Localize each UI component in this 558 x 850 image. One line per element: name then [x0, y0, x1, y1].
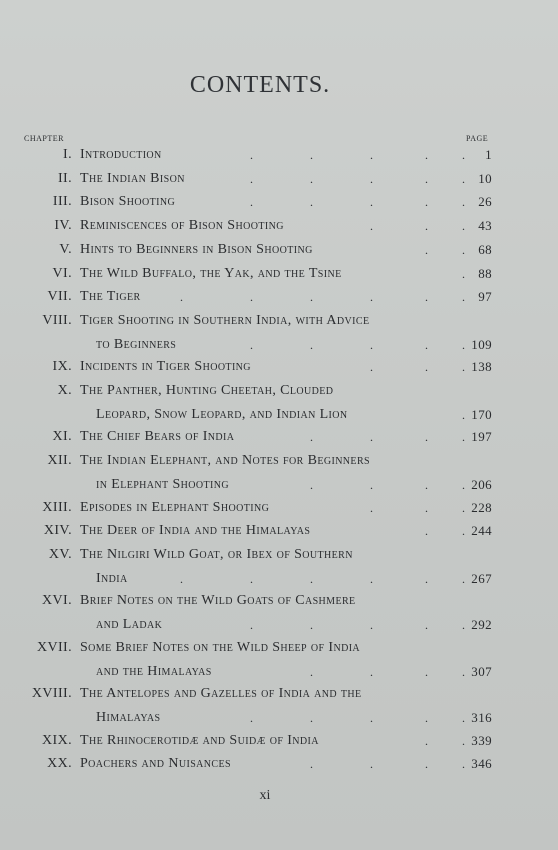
leader-dot: . [310, 148, 314, 162]
toc-entry [0, 285, 520, 309]
chapter-title: India [96, 570, 128, 586]
leader-dot: . [462, 337, 466, 352]
leader-dot: . [370, 430, 374, 445]
chapter-title: Hints to Beginners in Bison Shooting [80, 241, 313, 257]
chapter-title: Brief Notes on the Wild Goats of Cashmere [80, 593, 356, 609]
toc-entry [0, 379, 520, 427]
chapter-title: Some Brief Notes on the Wild Sheep of India [80, 639, 361, 655]
toc-entry-line [0, 496, 520, 520]
toc-entry-line [0, 238, 520, 262]
toc-entry-line [0, 379, 520, 403]
page-number: 197 [471, 429, 492, 445]
chapter-number: I. [63, 147, 72, 162]
leader-dot: . [425, 242, 429, 257]
leader-dot: . [462, 171, 466, 186]
chapter-title: Himalayas [96, 710, 161, 726]
page-number: 10 [478, 170, 492, 186]
leader-dot: . [462, 430, 466, 445]
leader-dot: . [462, 733, 466, 748]
toc-entry [0, 262, 520, 286]
toc-entry-line [0, 190, 520, 214]
chapter-title: Leopard, Snow Leopard, and Indian Lion [96, 407, 348, 422]
chapter-number: X. [57, 383, 72, 398]
leader-dot: . [425, 337, 429, 352]
toc-entry-line [0, 660, 520, 684]
toc-entry [0, 752, 520, 776]
leader-dot: . [462, 408, 466, 422]
chapter-number: III. [52, 194, 72, 210]
chapter-number: IV. [54, 218, 72, 234]
leader-dot: . [462, 757, 466, 772]
leader-dot: . [370, 290, 374, 305]
leader-dot: . [370, 711, 374, 726]
leader-dot: . [370, 571, 374, 586]
leader-dot: . [462, 571, 466, 586]
leader-dot: . [370, 337, 374, 352]
page-number: 170 [471, 407, 492, 422]
page-number: 228 [471, 499, 492, 515]
chapter-title: The Deer of India and the Himalayas [80, 523, 311, 539]
leader-dot: . [310, 430, 314, 445]
leader-dot: . [250, 618, 254, 633]
chapter-title: Introduction [80, 147, 162, 162]
toc-entry-line [0, 752, 520, 776]
leader-dot: . [425, 478, 429, 493]
leader-dot: . [310, 618, 314, 633]
leader-dot: . [180, 290, 184, 305]
leader-dot: . [425, 171, 429, 186]
chapter-number: VII. [47, 289, 72, 305]
leader-dot: . [250, 290, 254, 305]
toc-entry [0, 425, 520, 449]
leader-dot: . [310, 757, 314, 772]
chapter-title: to Beginners [96, 336, 177, 352]
page-number: 292 [471, 617, 492, 633]
page-title: CONTENTS. [189, 72, 331, 98]
leader-dot: . [370, 195, 374, 210]
leader-dot: . [462, 360, 466, 375]
toc-entry-line [0, 143, 520, 167]
chapter-number: V. [59, 241, 72, 257]
toc-entry-line [0, 333, 520, 357]
leader-dot: . [462, 219, 466, 234]
toc-entry [0, 729, 520, 753]
chapter-title: Bison Shooting [80, 194, 176, 210]
page-number: 138 [471, 359, 492, 375]
page-number: 267 [471, 570, 492, 586]
leader-dot: . [462, 290, 466, 305]
toc-entry-line [0, 729, 520, 753]
leader-dot: . [370, 618, 374, 633]
toc-entry [0, 167, 520, 191]
toc-entry [0, 355, 520, 379]
page-number: 68 [478, 241, 492, 257]
leader-dot: . [425, 430, 429, 445]
toc-entry-line [0, 403, 520, 427]
leader-dot: . [370, 757, 374, 772]
chapter-number: XVII. [36, 639, 72, 655]
chapter-number: XVIII. [31, 686, 72, 702]
toc-entry-line [0, 567, 520, 591]
chapter-title: Poachers and Nuisances [80, 756, 231, 772]
chapter-title: Reminiscences of Bison Shooting [80, 218, 284, 234]
leader-dot: . [425, 360, 429, 375]
leader-dot: . [310, 337, 314, 352]
leader-dot: . [462, 242, 466, 257]
leader-dot: . [370, 171, 374, 186]
leader-dot: . [462, 524, 466, 539]
leader-dot: . [310, 171, 314, 186]
leader-dot: . [310, 571, 314, 586]
page-number: 339 [471, 732, 492, 748]
leader-dot: . [250, 195, 254, 210]
chapter-title: The Nilgiri Wild Goat, or Ibex of Southern [80, 546, 353, 562]
leader-dot: . [425, 571, 429, 586]
toc-entry-line [0, 706, 520, 730]
chapter-title: Episodes in Elephant Shooting [80, 499, 270, 515]
toc-entry [0, 589, 520, 637]
leader-dot: . [425, 757, 429, 772]
leader-dot: . [425, 664, 429, 679]
leader-dot: . [425, 618, 429, 633]
toc-entry-line [0, 636, 520, 660]
page-number: 206 [471, 477, 492, 493]
page-folio: xi [259, 788, 271, 803]
chapter-title: Tiger Shooting in Southern India, with Advice [80, 312, 370, 328]
toc-entry [0, 143, 520, 167]
toc-entry [0, 519, 520, 543]
chapter-number: XIV. [43, 523, 72, 539]
leader-dot: . [250, 337, 254, 352]
page-number: 307 [471, 663, 492, 679]
chapter-title: The Antelopes and Gazelles of India and the [80, 686, 362, 702]
toc-entry-line [0, 473, 520, 497]
page-number: 316 [471, 710, 492, 726]
toc-entry [0, 214, 520, 238]
page-number: 88 [478, 265, 492, 281]
toc-entry-line [0, 262, 520, 286]
leader-dot: . [462, 148, 466, 162]
chapter-title: The Tiger [80, 289, 141, 305]
leader-dot: . [310, 711, 314, 726]
page-number: 97 [478, 289, 492, 305]
leader-dot: . [180, 571, 184, 586]
leader-dot: . [425, 500, 429, 515]
toc-entry [0, 496, 520, 520]
toc-entry [0, 449, 520, 497]
toc-entry-line [0, 449, 520, 473]
leader-dot: . [370, 219, 374, 234]
chapter-number: XV. [48, 546, 72, 562]
leader-dot: . [425, 195, 429, 210]
page-number: 244 [471, 523, 492, 539]
chapter-number: VIII. [42, 312, 72, 328]
chapter-title: The Indian Bison [80, 170, 185, 186]
chapter-number: XX. [47, 756, 72, 772]
leader-dot: . [425, 711, 429, 726]
leader-dot: . [310, 195, 314, 210]
page-number: 346 [471, 756, 492, 772]
chapter-title: Incidents in Tiger Shooting [80, 359, 251, 375]
leader-dot: . [370, 478, 374, 493]
chapter-title: The Indian Elephant, and Notes for Beginners [80, 453, 370, 469]
chapter-title: The Rhinocerotidæ and Suidæ of India [80, 732, 319, 748]
leader-dot: . [462, 266, 466, 281]
chapter-title: The Chief Bears of India [80, 429, 235, 445]
leader-dot: . [370, 360, 374, 375]
toc-entry [0, 636, 520, 684]
leader-dot: . [250, 711, 254, 726]
leader-dot: . [310, 478, 314, 493]
leader-dot: . [250, 171, 254, 186]
toc-entry-line [0, 214, 520, 238]
leader-dot: . [310, 664, 314, 679]
toc-entry [0, 190, 520, 214]
leader-dot: . [425, 524, 429, 539]
toc-entry-line [0, 355, 520, 379]
leader-dot: . [462, 664, 466, 679]
leader-dot: . [462, 478, 466, 493]
leader-dot: . [462, 500, 466, 515]
chapter-number: XI. [52, 429, 72, 445]
chapter-column-header: CHAPTER [24, 134, 64, 143]
chapter-number: XIII. [42, 499, 72, 515]
chapter-number: IX. [52, 359, 72, 375]
toc-entry [0, 309, 520, 357]
toc-entry-line [0, 285, 520, 309]
chapter-number: XVI. [42, 593, 72, 609]
chapter-title: in Elephant Shooting [96, 477, 229, 493]
page-number: 109 [471, 336, 492, 352]
leader-dot: . [310, 290, 314, 305]
toc-entry-line [0, 519, 520, 543]
page-number: 1 [485, 147, 492, 162]
toc-entry-line [0, 167, 520, 191]
chapter-number: XIX. [42, 732, 72, 748]
toc-entry-line [0, 309, 520, 333]
leader-dot: . [462, 711, 466, 726]
chapter-title: The Wild Buffalo, the Yak, and the Tsine [80, 265, 342, 281]
leader-dot: . [370, 500, 374, 515]
chapter-number: VI. [52, 265, 72, 281]
leader-dot: . [425, 148, 429, 162]
toc-entry [0, 543, 520, 591]
leader-dot: . [370, 148, 374, 162]
toc-entry-line [0, 613, 520, 637]
page-column-header: PAGE [466, 134, 489, 143]
toc-entry [0, 238, 520, 262]
chapter-number: XII. [47, 453, 72, 469]
chapter-number: II. [57, 170, 72, 186]
toc-entry-line [0, 543, 520, 567]
leader-dot: . [462, 618, 466, 633]
leader-dot: . [425, 290, 429, 305]
toc-entry-line [0, 425, 520, 449]
page-number: 43 [478, 218, 492, 234]
chapter-title: and the Himalayas [96, 663, 212, 679]
toc-entry-line [0, 589, 520, 613]
page-number: 26 [478, 194, 492, 210]
leader-dot: . [462, 195, 466, 210]
leader-dot: . [250, 148, 254, 162]
leader-dot: . [250, 571, 254, 586]
chapter-title: The Panther, Hunting Cheetah, Clouded [80, 383, 334, 398]
toc-entry [0, 682, 520, 730]
leader-dot: . [370, 664, 374, 679]
chapter-title: and Ladak [96, 617, 163, 633]
leader-dot: . [425, 733, 429, 748]
leader-dot: . [425, 219, 429, 234]
toc-entry-line [0, 682, 520, 706]
